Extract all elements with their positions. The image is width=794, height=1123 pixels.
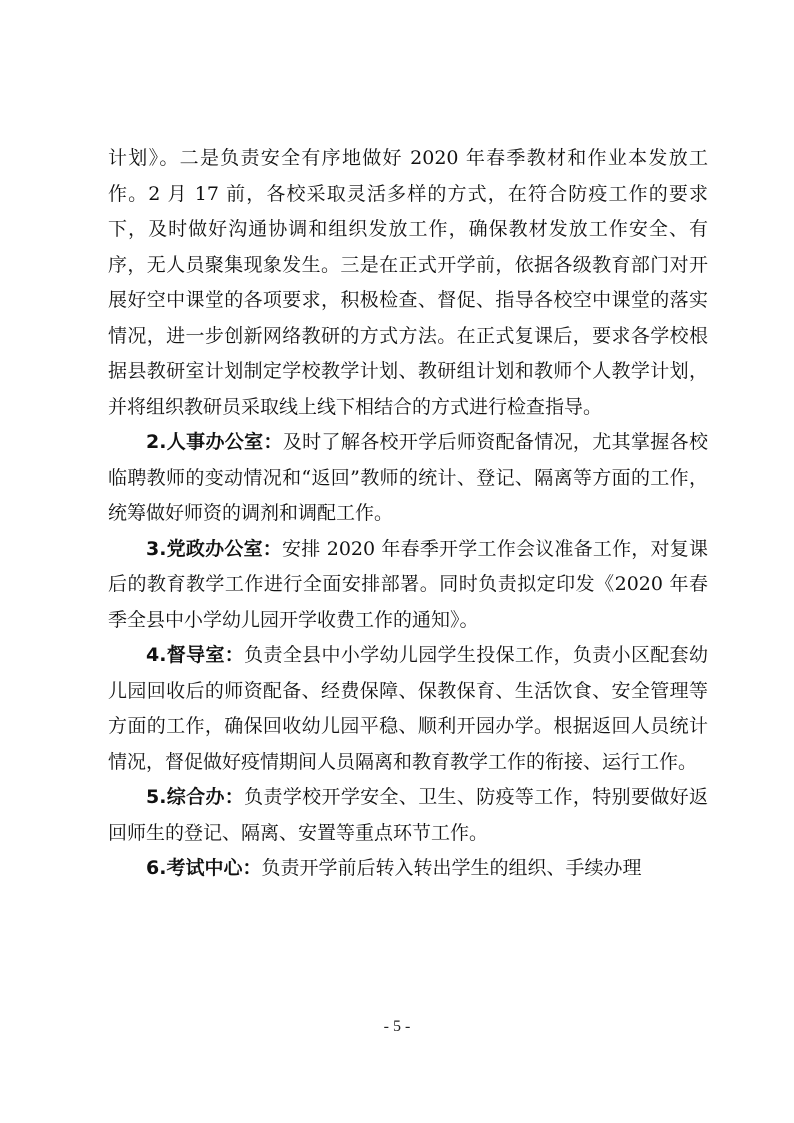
page-number: - 5 -	[383, 1018, 411, 1035]
paragraph-general-office	[108, 780, 708, 851]
paragraph-text: 及时了解各校开学后师资配备情况，尤其掌握各校临聘教师的变动情况和“返回”教师的统计、登记、隔离等方面的工作，统筹做好师资的调剂和调配工作。	[108, 431, 708, 524]
paragraph-heading: 5.综合办：	[146, 786, 245, 808]
paragraph-party-office	[108, 532, 708, 639]
paragraph-exam-center	[108, 851, 708, 887]
paragraph-heading: 3.党政办公室：	[146, 537, 283, 560]
paragraph-heading: 6.考试中心：	[146, 857, 262, 879]
paragraph-supervision-office	[108, 638, 708, 780]
paragraph-personnel-office	[108, 425, 708, 532]
paragraph-text: 计划》。二是负责安全有序地做好 2020 年春季教材和作业本发放工作。2 月 17 前，各校采取灵活多样的方式，在符合防疫工作的要求下，及时做好沟通协调和组织发放工作，确保教材发放工作安全、有序，无人员聚集现象发生。三是在正式开学前，依据各级教育部门对开展好空中课堂的各项要求，积极检查、督促、指导各校空中课堂的落实情况，进一步创新网络教研的方式方法。在正式复课后，要求各学校根据县教研室计划制定学校教学计划、教研组计划和教师个人教学计划，并将组织教研员采取线上线下相结合的方式进行检查指导。	[108, 147, 708, 418]
body-text	[108, 141, 708, 887]
paragraph-heading: 4.督导室：	[146, 644, 245, 666]
paragraph-continuation	[108, 141, 708, 425]
paragraph-text: 负责学校开学安全、卫生、防疫等工作，特别要做好返回师生的登记、隔离、安置等重点环节工作。	[108, 786, 708, 844]
paragraph-text: 安排 2020 年春季开学工作会议准备工作，对复课后的教育教学工作进行全面安排部署。同时负责拟定印发《2020 年春季全县中小学幼儿园开学收费工作的通知》。	[108, 537, 708, 631]
paragraph-text: 负责开学前后转入转出学生的组织、手续办理	[261, 857, 642, 879]
paragraph-heading: 2.人事办公室：	[146, 431, 283, 453]
paragraph-text: 负责全县中小学幼儿园学生投保工作，负责小区配套幼儿园回收后的师资配备、经费保障、保教保育、生活饮食、安全管理等方面的工作，确保回收幼儿园平稳、顺利开园办学。根据返回人员统计情况，督促做好疫情期间人员隔离和教育教学工作的衔接、运行工作。	[108, 644, 708, 773]
